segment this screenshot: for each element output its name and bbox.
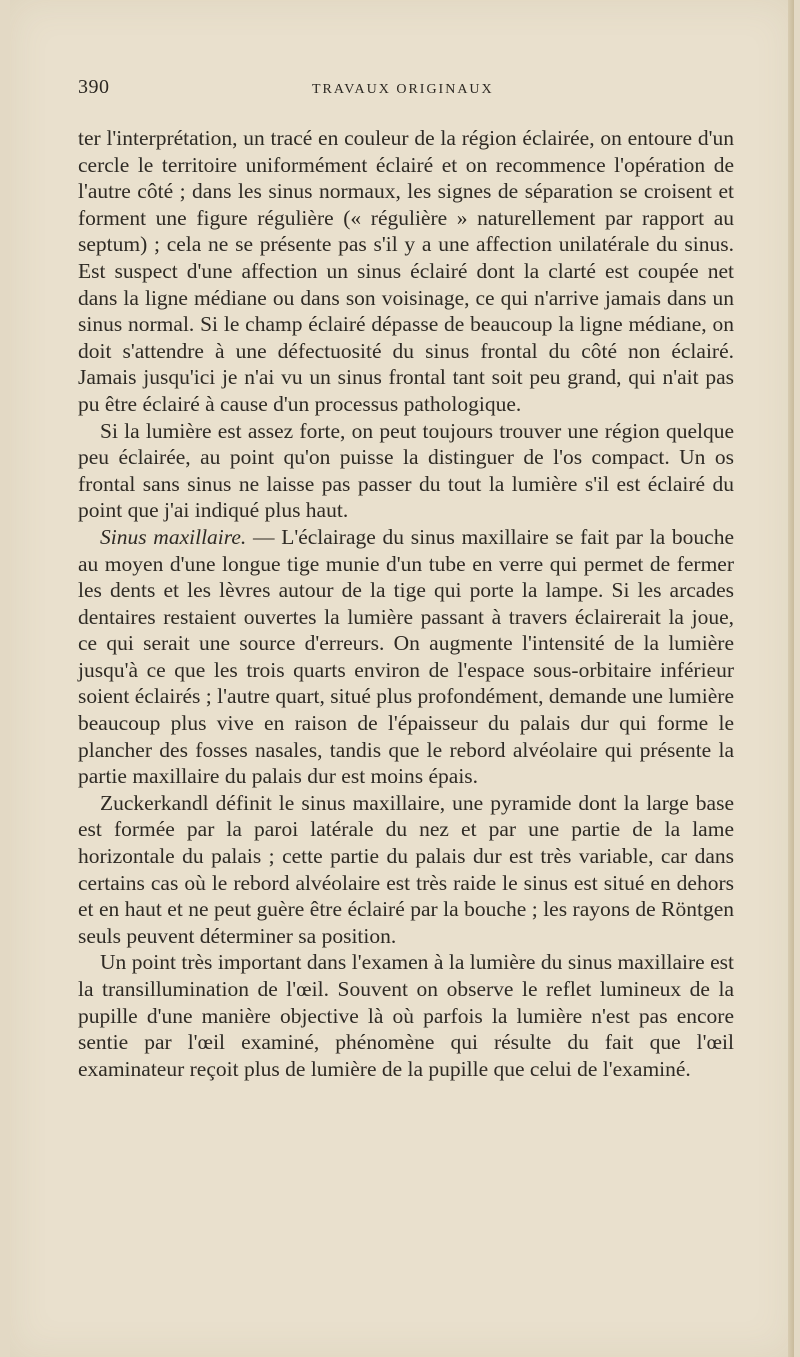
section-title: Sinus maxillaire. [100,524,247,549]
paragraph-5: Un point très important dans l'examen à la lumière du sinus maxillaire est la transillumination de l'œil. Souvent on observe le reflet lumineux de la pupille d'une manière objective là où parfois la lumière n'est pas encore sentie par l'œil examiné, phénomène qui résulte du fait que l'œil examinateur reçoit plus de lumière de la pupille que celui de l'examiné. [78,950,734,1081]
paragraph-3 [78,524,734,790]
body-text [78,125,734,1082]
page-edge-shadow [788,0,794,1357]
page-header [78,76,734,100]
paragraph-2: Si la lumière est assez forte, on peut toujours trouver une région quelque peu éclairée, au point qu'on puisse la distinguer de l'os compact. Un os frontal sans sinus ne laisse pas passer du tout la lumière s'il est éclairé du point que j'ai indiqué plus haut. [78,418,734,523]
page-number: 390 [78,76,110,98]
book-page [10,0,794,1357]
paragraph-4: Zuckerkandl définit le sinus maxillaire, une pyramide dont la large base est formée par la paroi latérale du nez et par une partie de la lame horizontale du palais ; cette partie du palais dur est très variable, car dans certains cas où le rebord alvéolaire est très raide le sinus est situé en dehors et en haut et ne peut guère être éclairé par la bouche ; les rayons de Röntgen seuls peuvent déterminer sa position. [78,790,734,948]
paragraph-3-text: L'éclairage du sinus maxillaire se fait par la bouche au moyen d'une longue tige munie d'un tube en verre qui permet de fermer les dents et les lèvres autour de la tige qui porte la lampe. Si les arcades dentaires restaient ouvertes la lumière passant à travers éclairerait la joue, ce qui serait une source d'erreurs. On augmente l'intensité de la lumière jusqu'à ce que les trois quarts environ de l'espace sous-orbitaire inférieur soient éclairés ; l'autre quart, situé plus profondément, demande une lumière beaucoup plus vive en raison de l'épaisseur du palais dur qui forme le plancher des fosses nasales, tandis que le rebord alvéolaire qui présente la partie maxillaire du palais dur est moins épais. [78,524,734,789]
section-dash: — [246,524,282,549]
paragraph-1: ter l'interprétation, un tracé en couleur de la région éclairée, on entoure d'un cercle le territoire uniformément éclairé et on recommence l'opération de l'autre côté ; dans les sinus normaux, les signes de séparation se croisent et forment une figure régulière (« régulière » naturellement par rapport au septum) ; cela ne se présente pas s'il y a une affection unilatérale du sinus. Est suspect d'une affection un sinus éclairé dont la clarté est coupée net dans la ligne médiane ou dans son voisinage, ce qui n'arrive jamais dans un sinus normal. Si le champ éclairé dépasse de beaucoup la ligne médiane, on doit s'attendre à une défectuosité du sinus frontal du côté non éclairé. Jamais jusqu'ici je n'ai vu un sinus frontal tant soit peu grand, qui n'ait pas pu être éclairé à cause d'un processus pathologique. [78,126,734,416]
running-title: TRAVAUX ORIGINAUX [312,82,494,97]
